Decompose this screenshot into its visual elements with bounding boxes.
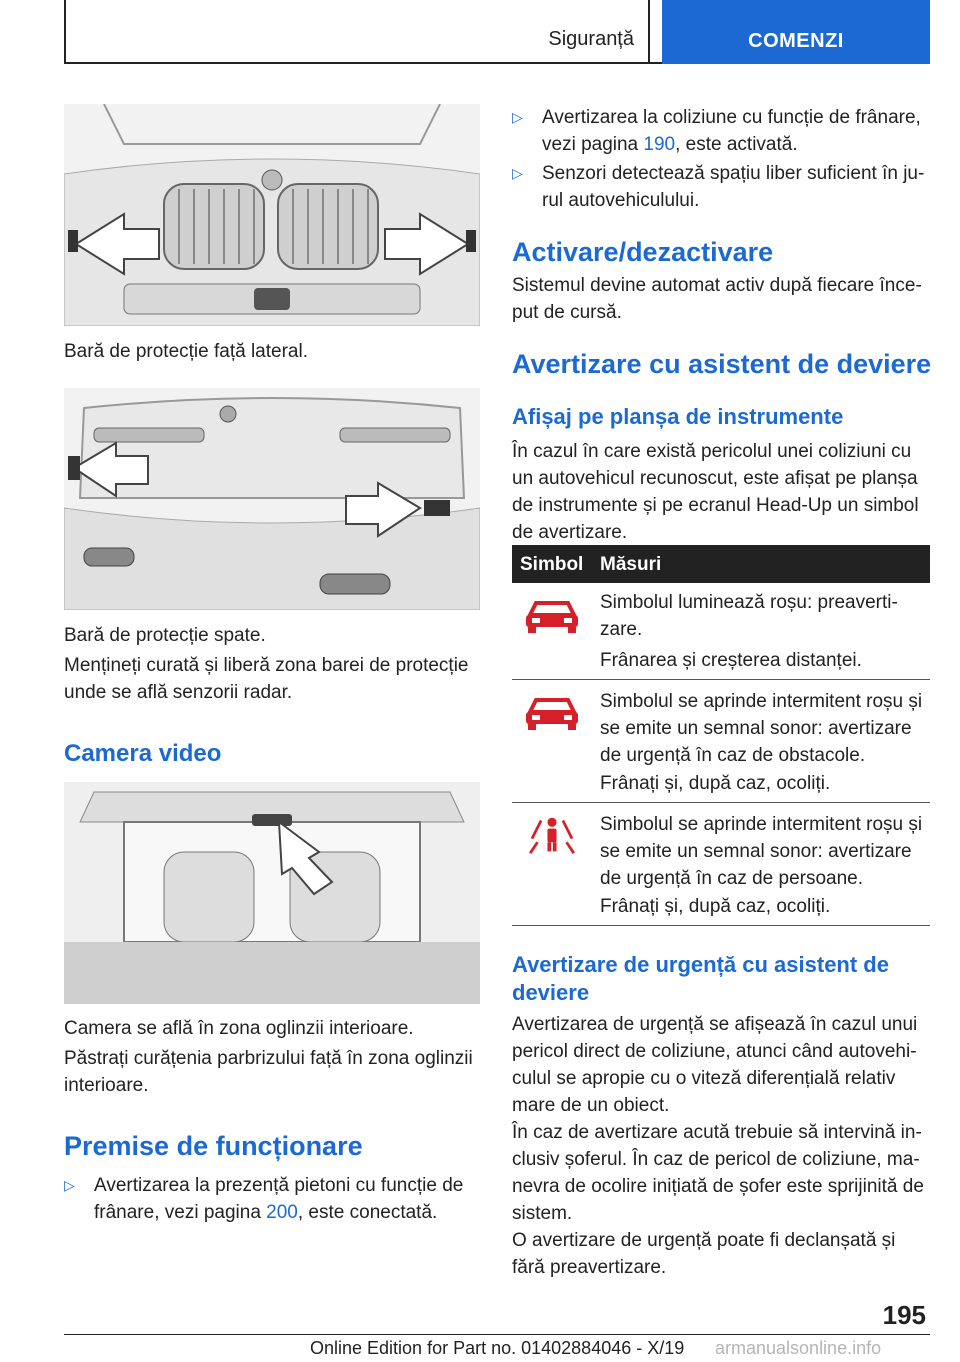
caption-rear-bumper: Bară de protecție spate. <box>64 625 266 646</box>
table-row-text: Simbolul se aprinde intermitent roșu și se emite un semnal sonor: avertizare de urgență în caz de persoane. <box>600 814 923 889</box>
caption-front-bumper: Bară de protecție față lateral. <box>64 341 308 362</box>
watermark-text: armanualsonline.info <box>715 1338 882 1358</box>
rear-bumper-image <box>64 388 480 610</box>
footer-edition: Online Edition for Part no. 01402884046 - X/19 <box>310 1338 685 1358</box>
header-tab-comenzi[interactable]: COMENZI <box>662 0 930 64</box>
table-row-action: Frânarea și creșterea distanței. <box>600 650 862 671</box>
table-header-symbol: Simbol <box>520 554 584 575</box>
bullet-sensors: ▷ Senzori detectează spațiu liber suficient în jurul autovehiculului. <box>512 160 930 214</box>
triangle-bullet-icon: ▷ <box>512 165 523 181</box>
front-bumper-image <box>64 104 480 326</box>
table-row <box>512 583 930 680</box>
header-section-box <box>64 0 650 64</box>
para-activare: Sistemul devine automat activ după fiecare început de cursă. <box>512 275 922 323</box>
table-header <box>512 545 930 583</box>
pedestrian-warning-icon <box>522 815 582 855</box>
table-header-measures: Măsuri <box>600 554 662 575</box>
table-row-action: Frânați și, după caz, ocoliți. <box>600 773 831 794</box>
camera-interior-image <box>64 782 480 1004</box>
para-urgenta-3: O avertizare de urgență poate fi declanșată și fără preavertizare. <box>512 1230 896 1278</box>
bullet-pedestrian-warning: ▷ Avertizarea la prezență pietoni cu funcție de frânare, vezi pagina 200, este conectată. <box>64 1172 480 1226</box>
car-warning-icon <box>522 595 582 635</box>
heading-avertizare-urgenta: Avertizare de urgență cu asistent de deviere <box>512 952 889 1005</box>
para-afisaj: În cazul în care există pericolul unei coliziuni cu un autovehicul recunoscut, este afișat pe planșa de instrumente și pe ecranul Head-Up un simbol de avertizare. <box>512 441 919 543</box>
table-row-text: Simbolul se aprinde intermitent roșu și se emite un semnal sonor: avertizare de urgență în caz de obstacole. <box>600 691 923 766</box>
heading-activare: Activare/dezactivare <box>512 237 774 267</box>
page-link-200[interactable]: 200 <box>266 1202 298 1223</box>
footer-rule <box>64 1334 930 1335</box>
car-warning-icon <box>522 692 582 732</box>
para-urgenta-1: Avertizarea de urgență se afișează în cazul unui pericol direct de coliziune, atunci când autovehiculul se apropie cu o viteză diferențială relativ mare de un obiect. <box>512 1014 918 1116</box>
para-windshield-clean: Păstrați curățenia parbrizului față în zona oglinzii interioare. <box>64 1048 473 1096</box>
triangle-bullet-icon: ▷ <box>512 109 523 125</box>
heading-avertizare-deviere: Avertizare cu asistent de deviere <box>512 349 932 379</box>
heading-premise: Premise de funcționare <box>64 1131 363 1161</box>
heading-camera-video: Camera video <box>64 740 222 767</box>
para-urgenta-2: În caz de avertizare acută trebuie să intervină inclusiv șoferul. În caz de pericol de coliziune, manevra de ocolire inițiată de șofer este sprijinită de sistem. <box>512 1122 924 1224</box>
heading-afisaj: Afișaj pe planșa de instrumente <box>512 404 844 429</box>
table-row-text: Simbolul luminează roșu: preavertizare. <box>600 592 898 640</box>
header-section-title: Siguranță <box>548 28 634 50</box>
caption-camera-location: Camera se află în zona oglinzii interioare. <box>64 1018 414 1039</box>
table-row <box>512 803 930 926</box>
symbol-table <box>512 545 930 926</box>
para-keep-clean: Mențineți curată și liberă zona barei de protecție unde se află senzorii radar. <box>64 655 469 703</box>
table-row-action: Frânați și, după caz, ocoliți. <box>600 896 831 917</box>
page-number: 195 <box>882 1300 926 1330</box>
triangle-bullet-icon: ▷ <box>64 1177 75 1193</box>
bullet-collision-warning: ▷ Avertizarea la coliziune cu funcție de frânare, vezi pagina 190, este activată. <box>512 104 930 158</box>
table-row <box>512 680 930 803</box>
page-link-190[interactable]: 190 <box>643 134 676 155</box>
